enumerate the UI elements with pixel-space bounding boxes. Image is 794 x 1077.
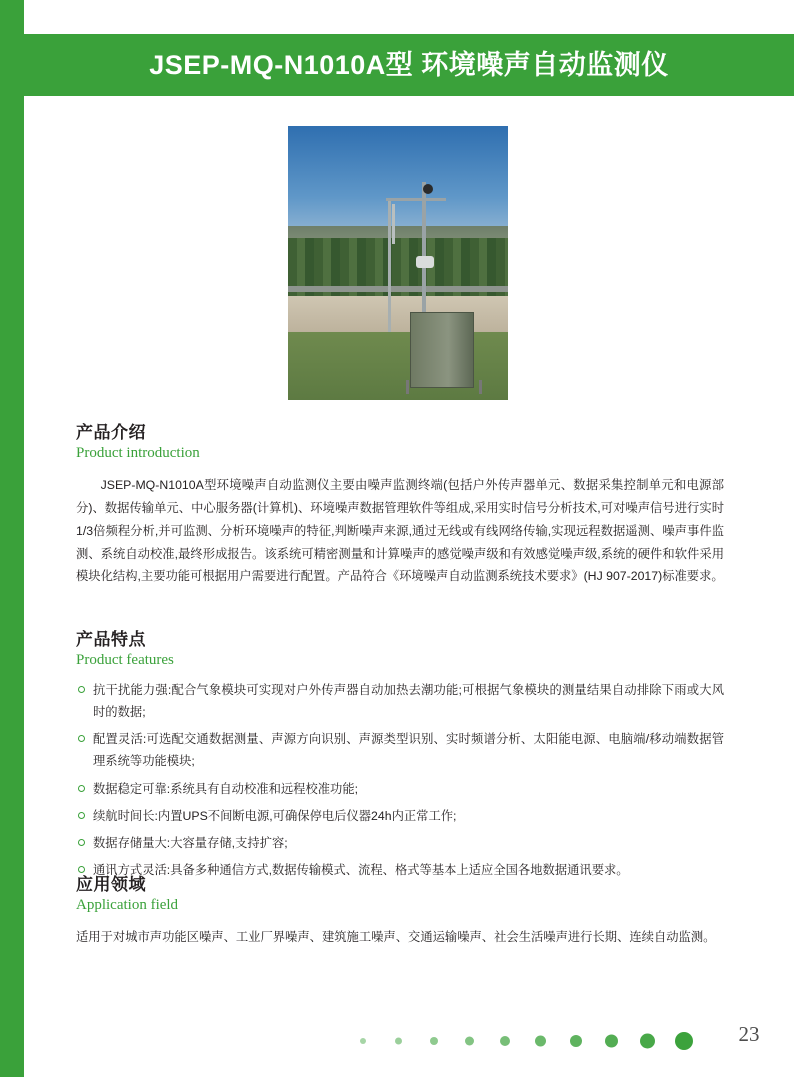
section-title-cn-intro: 产品介绍 bbox=[76, 423, 146, 442]
page-number: 23 bbox=[738, 1022, 760, 1046]
photo-cabinet bbox=[410, 312, 474, 388]
footer-dot bbox=[640, 1034, 655, 1049]
section-title-cn-features: 产品特点 bbox=[76, 630, 146, 649]
photo-stand-legs bbox=[406, 380, 482, 394]
application-paragraph: 适用于对城市声功能区噪声、工业厂界噪声、建筑施工噪声、交通运输噪声、社会生活噪声进行长期、连续自动监测。 bbox=[76, 930, 716, 945]
footer-dot bbox=[430, 1037, 438, 1045]
left-green-bar bbox=[0, 0, 24, 1077]
list-item: 数据稳定可靠:系统具有自动校准和远程校准功能; bbox=[76, 778, 724, 800]
footer-dot bbox=[500, 1036, 510, 1046]
photo-microphone-icon bbox=[423, 184, 433, 194]
section-title-en-intro: Product introduction bbox=[76, 445, 200, 461]
footer-dot bbox=[570, 1035, 582, 1047]
product-photo bbox=[288, 126, 508, 400]
photo-railing bbox=[288, 286, 508, 292]
section-title-cn-application: 应用领域 bbox=[76, 875, 146, 894]
page-title: JSEP-MQ-N1010A型 环境噪声自动监测仪 bbox=[149, 50, 669, 80]
section-product-introduction bbox=[76, 418, 724, 600]
photo-content bbox=[288, 126, 508, 400]
section-product-features bbox=[76, 625, 724, 886]
intro-paragraph: JSEP-MQ-N1010A型环境噪声自动监测仪主要由噪声监测终端(包括户外传声器单元、数据采集控制单元和电源部分)、数据传输单元、中心服务器(计算机)、环境噪声数据管理软件等组成,采用实时信号分析技术,可对噪声信号进行实时1/3倍频程分析,并可监测、分析环境噪声的特征,判断噪声来源,通过无线或有线网络传输,实现远程数据遥测、噪声事件监测、系统自动校准,最终形成报告。该系统可精密测量和计算噪声的感觉噪声级和有效感觉噪声级,系统的硬件和软件采用模块化结构,主要功能可根据用户需要进行配置。产品符合《环境噪声自动监测系统技术要求》(HJ 907-2017)标准要求。 bbox=[76, 478, 724, 584]
section-title-en-features: Product features bbox=[76, 652, 174, 668]
footer-dot bbox=[535, 1036, 546, 1047]
photo-sensor-arm bbox=[392, 204, 395, 244]
list-item: 数据存储量大:大容量存储,支持扩容; bbox=[76, 832, 724, 854]
list-item: 通讯方式灵活:具备多种通信方式,数据传输模式、流程、格式等基本上适应全国各地数据通讯要求。 bbox=[76, 859, 724, 881]
list-item: 抗干扰能力强:配合气象模块可实现对户外传声器自动加热去潮功能;可根据气象模块的测量结果自动排除下雨或大风时的数据; bbox=[76, 679, 724, 723]
photo-crossarm bbox=[386, 198, 446, 201]
photo-camera-icon bbox=[416, 256, 434, 268]
features-list bbox=[76, 679, 724, 881]
list-item: 配置灵活:可选配交通数据测量、声源方向识别、声源类型识别、实时频谱分析、太阳能电源、电脑端/移动端数据管理系统等功能模块; bbox=[76, 728, 724, 772]
section-title-en-application: Application field bbox=[76, 897, 179, 913]
footer-dot bbox=[675, 1032, 693, 1050]
list-item: 续航时间长:内置UPS不间断电源,可确保停电后仪器24h内正常工作; bbox=[76, 805, 724, 827]
photo-secondary-pole bbox=[388, 200, 391, 332]
footer-dot bbox=[605, 1035, 618, 1048]
header-band bbox=[24, 34, 794, 96]
footer-dot bbox=[465, 1037, 474, 1046]
footer-dot bbox=[395, 1038, 402, 1045]
footer-dot bbox=[360, 1038, 366, 1044]
section-application-field bbox=[76, 870, 724, 961]
footer-dots bbox=[360, 1032, 720, 1050]
